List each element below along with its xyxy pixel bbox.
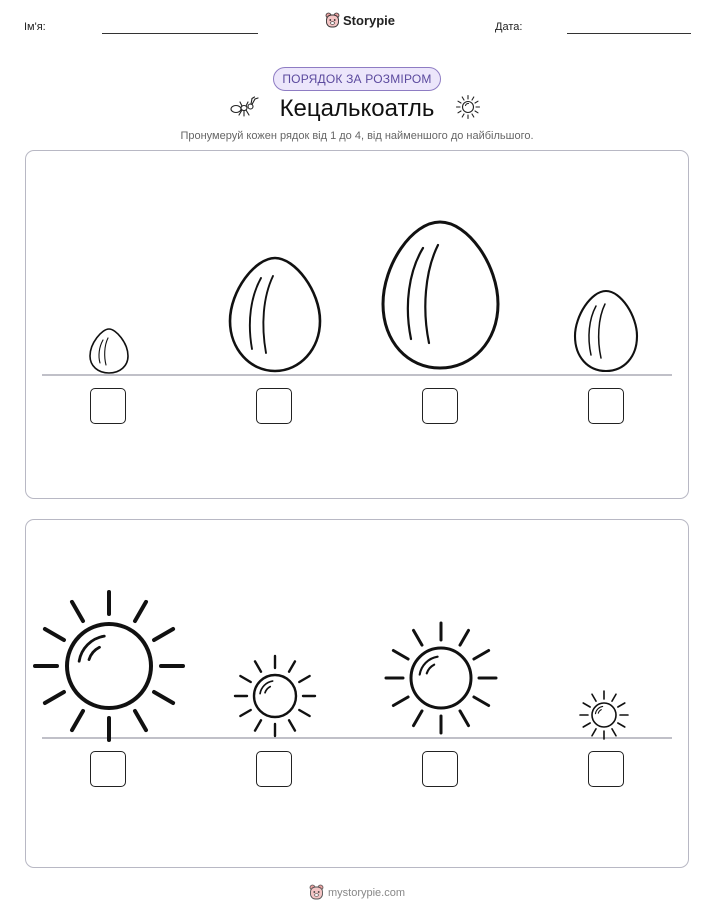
bear-logo-icon bbox=[325, 12, 340, 29]
name-label: Ім'я: bbox=[24, 21, 46, 33]
answer-box[interactable] bbox=[256, 388, 292, 424]
answer-box[interactable] bbox=[588, 388, 624, 424]
sun-icon bbox=[455, 94, 481, 120]
egg-icon bbox=[230, 258, 320, 371]
instructions: Пронумеруй кожен рядок від 1 до 4, від найменшого до найбільшого. bbox=[180, 130, 534, 142]
answer-box[interactable] bbox=[588, 751, 624, 787]
sun-icon bbox=[35, 592, 183, 740]
brand-name: Storypie bbox=[343, 13, 396, 28]
egg-row-illustration bbox=[26, 151, 690, 500]
sun-icon bbox=[580, 691, 628, 739]
egg-icon bbox=[90, 329, 128, 373]
answer-box[interactable] bbox=[422, 388, 458, 424]
name-field[interactable] bbox=[102, 33, 258, 34]
answer-box[interactable] bbox=[256, 751, 292, 787]
answer-box[interactable] bbox=[90, 388, 126, 424]
page-title: Кецалькоатль bbox=[279, 95, 435, 122]
sun-icon bbox=[235, 656, 315, 736]
date-field[interactable] bbox=[567, 33, 691, 34]
bear-logo-icon bbox=[309, 884, 324, 901]
brand-logo bbox=[325, 12, 395, 29]
egg-icon bbox=[383, 222, 498, 368]
footer-url: mystorypie.com bbox=[327, 886, 406, 899]
date-label: Дата: bbox=[495, 21, 523, 33]
sun-row-panel bbox=[25, 519, 689, 868]
sun-icon bbox=[386, 623, 496, 733]
category-badge: ПОРЯДОК ЗА РОЗМІРОМ bbox=[273, 67, 441, 91]
answer-box[interactable] bbox=[422, 751, 458, 787]
footer bbox=[0, 884, 714, 901]
egg-icon bbox=[575, 291, 637, 371]
sun-row-illustration bbox=[26, 520, 690, 869]
egg-row-panel bbox=[25, 150, 689, 499]
answer-box[interactable] bbox=[90, 751, 126, 787]
